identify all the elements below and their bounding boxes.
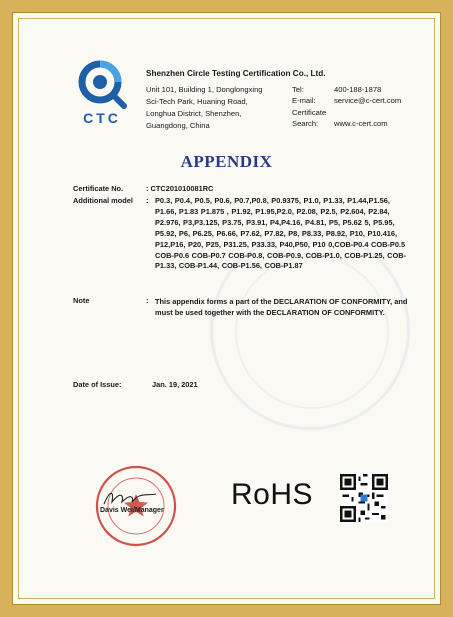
certificate-no-label: Certificate No. <box>73 184 124 193</box>
certificate-no-value: : CTC201010081RC <box>146 184 214 193</box>
search-label: Search: <box>292 119 319 129</box>
company-name: Shenzhen Circle Testing Certification Co., Ltd. <box>146 69 326 78</box>
additional-model-value: P0.3, P0.4, P0.5, P0.6, P0.7,P0.8, P0.9375, P1.0, P1.33, P1.44,P1.56, P1.66, P1.83 P1.875 , P1.92, P1.95,P2.0, P2.08, P2.5, P2.604, P2.84, P2.976, P3,P3.125, P3.75, P3.91, P4,P4.16, P4.81, P5, P5.62 5, P5.95, P5.92, P6, P6.25, P6.66, P7.62, P7.82, P8, P8.33, P8.92, P10, P10.416, P12,P16, P20, P25, P31.25, P33.33, P40,P50, P10 0,COB-P0.4 COB-P0.5 COB-P0.6 COB-P0.7 COB-P0.8, COB-P0.9, COB-P1.0, COB-P1.25, COB-P1.33, COB-P1.44, COB-P1.56, COB-P1.87 <box>155 196 407 271</box>
contact-values <box>334 84 401 130</box>
address-line: Longhua District, Shenzhen, <box>146 109 242 118</box>
signatory-name: Davis Wei/Manager <box>100 507 164 514</box>
page-title: APPENDIX <box>180 152 273 171</box>
logo-text: CTC <box>83 110 121 126</box>
certificate-label: Certificate <box>292 107 327 117</box>
email-label: E-mail: <box>292 96 316 106</box>
model-colon: : <box>146 196 149 205</box>
tel-value: 400-188-1878 <box>334 85 382 94</box>
address-line: Unit 101, Building 1, Donglongxing <box>146 85 263 94</box>
date-of-issue-value: Jan. 19, 2021 <box>152 380 198 389</box>
additional-model-label: Additional model <box>73 196 133 205</box>
address-line: Guangdong, China <box>146 121 210 130</box>
tel-label: Tel: <box>292 85 304 94</box>
search-value: www.c-cert.com <box>334 119 388 129</box>
certificate-value <box>334 107 401 118</box>
note-value: This appendix forms a part of the DECLARATION OF CONFORMITY, and must be used together with the DECLARATION OF CONFORMITY. <box>155 297 408 317</box>
rohs-mark: RoHS <box>231 478 314 511</box>
note-label: Note <box>73 296 90 305</box>
company-address <box>146 84 263 132</box>
qr-code-icon <box>340 474 388 522</box>
address-line: Sci-Tech Park, Huaning Road, <box>146 97 248 106</box>
email-value: service@c-cert.com <box>334 96 402 106</box>
date-of-issue-label: Date of Issue: <box>73 380 122 389</box>
contact-labels <box>292 84 326 130</box>
note-colon: : <box>146 296 149 305</box>
